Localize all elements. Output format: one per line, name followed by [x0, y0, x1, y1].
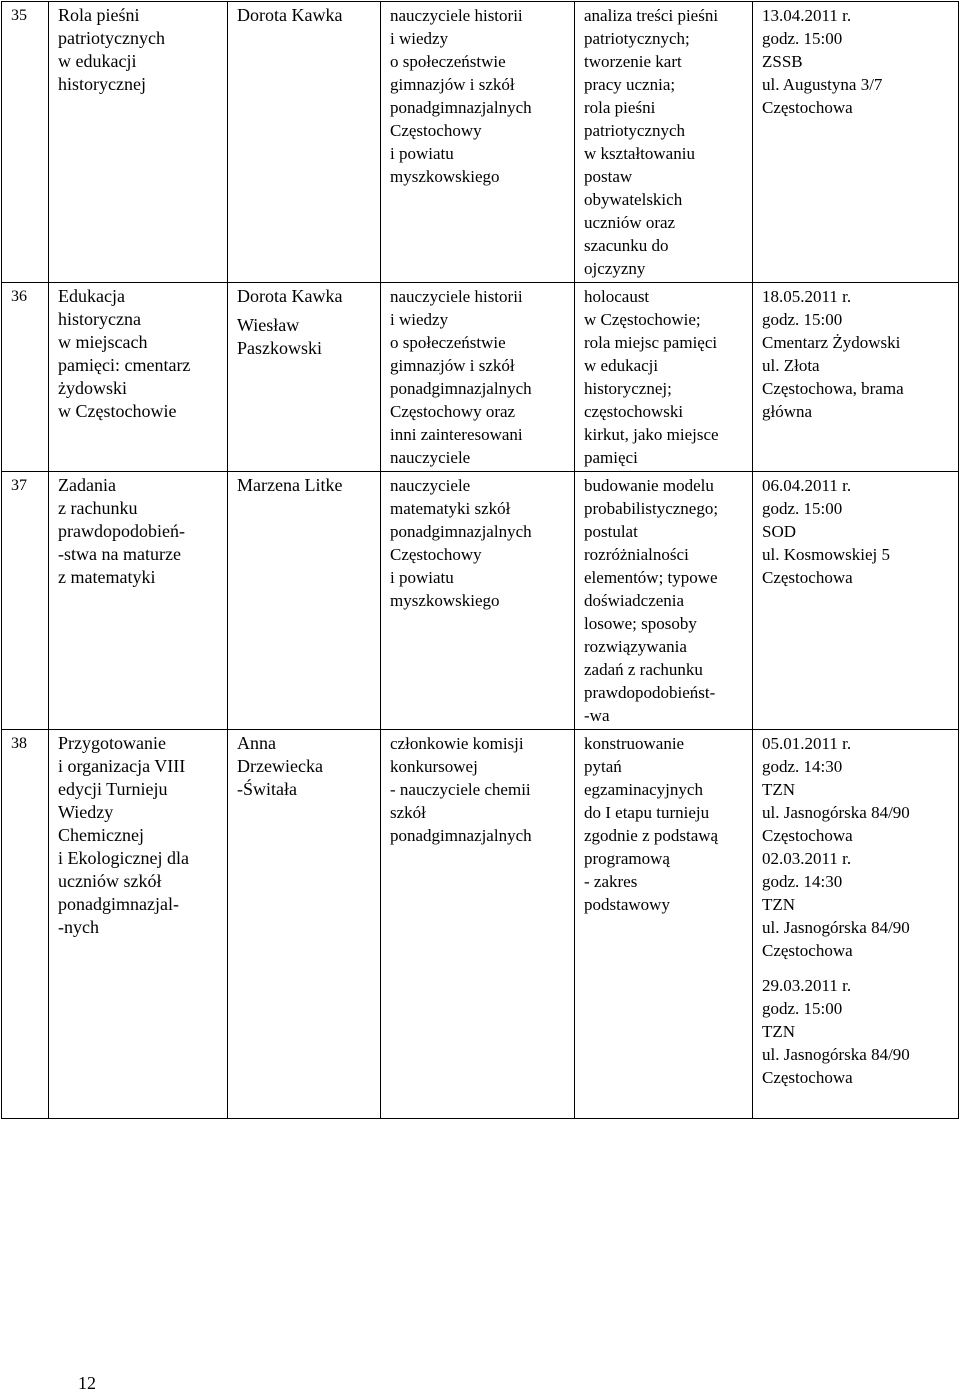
meeting-address: ul. Złota	[762, 356, 820, 375]
content-line: elementów; typowe	[584, 568, 718, 587]
content-line: ojczyzny	[584, 259, 646, 278]
audience-line: ponadgimnazjalnych	[390, 98, 532, 117]
meeting-date: 29.03.2011 r.	[762, 976, 852, 995]
audience-line: myszkowskiego	[390, 591, 500, 610]
audience-line: ponadgimnazjalnych	[390, 379, 532, 398]
leader-name: Marzena Litke	[237, 475, 343, 495]
entry-spacer	[762, 962, 952, 974]
audience-line: - nauczyciele chemii	[390, 780, 531, 799]
meeting-city: Częstochowa	[762, 1068, 853, 1087]
content-line: do I etapu turnieju	[584, 803, 710, 822]
content-line: postulat	[584, 522, 638, 541]
content-line: w edukacji	[584, 356, 659, 375]
meeting-venue: Cmentarz Żydowski	[762, 333, 901, 352]
topic-line: prawdopodobień-	[58, 521, 185, 541]
topic-line: ponadgimnazjal-	[58, 894, 179, 914]
topic-line: Zadania	[58, 475, 116, 495]
content-line: pytań	[584, 757, 622, 776]
audience-cell	[381, 472, 575, 730]
content-line: postaw	[584, 167, 633, 186]
content-line: uczniów oraz	[584, 213, 676, 232]
meeting-time: godz. 14:30	[762, 872, 843, 891]
meeting-time: godz. 15:00	[762, 999, 843, 1018]
topic-line: Chemicznej	[58, 825, 144, 845]
leader-name: Anna	[237, 733, 276, 753]
content-line: analiza treści pieśni	[584, 6, 719, 25]
content-line: programową	[584, 849, 670, 868]
audience-line: nauczyciele	[390, 476, 471, 495]
meeting-time: godz. 14:30	[762, 757, 843, 776]
leader-cell	[228, 730, 381, 1119]
audience-line: inni zainteresowani	[390, 425, 523, 444]
date-place-cell	[753, 730, 959, 1119]
content-line: kirkut, jako miejsce	[584, 425, 719, 444]
meeting-time: godz. 15:00	[762, 310, 843, 329]
topic-line: edycji Turnieju	[58, 779, 168, 799]
topic-line: Przygotowanie	[58, 733, 166, 753]
content-line: prawdopodobieńst-	[584, 683, 716, 702]
meeting-venue: TZN	[762, 1022, 796, 1041]
content-line: rozróżnialności	[584, 545, 689, 564]
topic-cell	[49, 283, 228, 472]
topic-line: i organizacja VIII	[58, 756, 186, 776]
content-line: w kształtowaniu	[584, 144, 695, 163]
topic-cell	[49, 730, 228, 1119]
meeting-date: 05.01.2011 r.	[762, 734, 852, 753]
audience-line: nauczyciele historii	[390, 287, 523, 306]
date-place-cell	[753, 472, 959, 730]
audience-line: ponadgimnazjalnych	[390, 826, 532, 845]
audience-line: i powiatu	[390, 144, 454, 163]
meeting-city: Częstochowa	[762, 826, 853, 845]
date-place-cell	[753, 2, 959, 283]
topic-cell	[49, 2, 228, 283]
audience-line: o społeczeństwie	[390, 333, 506, 352]
audience-line: nauczyciele historii	[390, 6, 523, 25]
content-line: szacunku do	[584, 236, 669, 255]
content-line: pamięci	[584, 448, 638, 467]
content-line: pracy ucznia;	[584, 75, 676, 94]
audience-line: matematyki szkół	[390, 499, 511, 518]
content-line: historycznej;	[584, 379, 672, 398]
topic-line: w miejscach	[58, 332, 148, 352]
topic-line: historycznej	[58, 74, 146, 94]
content-cell	[575, 472, 753, 730]
audience-line: i powiatu	[390, 568, 454, 587]
meeting-date: 02.03.2011 r.	[762, 849, 852, 868]
table-row	[2, 283, 959, 472]
table-row	[2, 730, 959, 1119]
content-line: - zakres	[584, 872, 638, 891]
topic-line: Rola pieśni	[58, 5, 140, 25]
audience-line: i wiedzy	[390, 310, 449, 329]
content-cell	[575, 2, 753, 283]
meeting-city: Częstochowa	[762, 568, 853, 587]
leader-name: Dorota Kawka	[237, 286, 343, 306]
topic-line: w Częstochowie	[58, 401, 177, 421]
content-line: patriotycznych;	[584, 29, 690, 48]
content-line: zgodnie z podstawą	[584, 826, 719, 845]
audience-line: myszkowskiego	[390, 167, 500, 186]
content-line: w Częstochowie;	[584, 310, 701, 329]
content-line: podstawowy	[584, 895, 670, 914]
date-place-cell	[753, 283, 959, 472]
content-line: rozwiązywania	[584, 637, 687, 656]
audience-line: ponadgimnazjalnych	[390, 522, 532, 541]
topic-line: Edukacja	[58, 286, 125, 306]
content-line: częstochowski	[584, 402, 684, 421]
table-row	[2, 472, 959, 730]
topic-line: Wiedzy	[58, 802, 114, 822]
meeting-date: 06.04.2011 r.	[762, 476, 852, 495]
meeting-venue: TZN	[762, 895, 796, 914]
audience-line: gimnazjów i szkół	[390, 75, 515, 94]
content-line: zadań z rachunku	[584, 660, 703, 679]
meeting-address: ul. Jasnogórska 84/90	[762, 803, 910, 822]
audience-line: o społeczeństwie	[390, 52, 506, 71]
page-number: 12	[78, 1373, 96, 1393]
topic-line: patriotycznych	[58, 28, 165, 48]
topic-line: historyczna	[58, 309, 141, 329]
audience-line: gimnazjów i szkół	[390, 356, 515, 375]
row-number: 36	[2, 283, 49, 472]
meeting-city: Częstochowa, brama	[762, 379, 904, 398]
audience-line: i wiedzy	[390, 29, 449, 48]
content-line: budowanie modelu	[584, 476, 714, 495]
meeting-time: godz. 15:00	[762, 499, 843, 518]
meeting-venue: ZSSB	[762, 52, 803, 71]
content-line: rola pieśni	[584, 98, 656, 117]
audience-line: szkół	[390, 803, 426, 822]
audience-line: konkursowej	[390, 757, 478, 776]
content-line: probabilistycznego;	[584, 499, 719, 518]
topic-line: -stwa na maturze	[58, 544, 181, 564]
content-line: doświadczenia	[584, 591, 685, 610]
meeting-time: godz. 15:00	[762, 29, 843, 48]
topic-line: żydowski	[58, 378, 127, 398]
meeting-address: ul. Jasnogórska 84/90	[762, 1045, 910, 1064]
leader-name: -Świtała	[237, 779, 297, 799]
content-line: tworzenie kart	[584, 52, 682, 71]
topic-line: -nych	[58, 917, 99, 937]
content-line: obywatelskich	[584, 190, 683, 209]
audience-line: Częstochowy oraz	[390, 402, 516, 421]
topic-line: z rachunku	[58, 498, 138, 518]
content-line: losowe; sposoby	[584, 614, 697, 633]
content-cell	[575, 730, 753, 1119]
table-row	[2, 2, 959, 283]
audience-line: nauczyciele	[390, 448, 471, 467]
row-number: 37	[2, 472, 49, 730]
topic-line: w edukacji	[58, 51, 137, 71]
training-schedule-table	[1, 1, 959, 1119]
audience-line: Częstochowy	[390, 121, 482, 140]
audience-line: Częstochowy	[390, 545, 482, 564]
topic-line: uczniów szkół	[58, 871, 162, 891]
content-line: egzaminacyjnych	[584, 780, 703, 799]
content-line: -wa	[584, 706, 610, 725]
topic-line: i Ekologicznej dla	[58, 848, 189, 868]
leader-entry	[237, 314, 374, 360]
meeting-city: Częstochowa	[762, 98, 853, 117]
leader-name: Drzewiecka	[237, 756, 323, 776]
leader-cell	[228, 2, 381, 283]
leader-name: Dorota Kawka	[237, 5, 343, 25]
meeting-date: 18.05.2011 r.	[762, 287, 852, 306]
meeting-date: 13.04.2011 r.	[762, 6, 852, 25]
audience-line: członkowie komisji	[390, 734, 524, 753]
content-line: patriotycznych	[584, 121, 686, 140]
leader-name: Wiesław	[237, 315, 300, 335]
row-number: 35	[2, 2, 49, 283]
leader-entry	[237, 285, 374, 308]
leader-name: Paszkowski	[237, 338, 322, 358]
leader-cell	[228, 472, 381, 730]
content-line: rola miejsc pamięci	[584, 333, 718, 352]
meeting-city: Częstochowa	[762, 941, 853, 960]
audience-cell	[381, 730, 575, 1119]
topic-cell	[49, 472, 228, 730]
leader-cell	[228, 283, 381, 472]
meeting-venue: SOD	[762, 522, 797, 541]
meeting-city: główna	[762, 402, 813, 421]
topic-line: pamięci: cmentarz	[58, 355, 191, 375]
audience-cell	[381, 2, 575, 283]
content-line: holocaust	[584, 287, 650, 306]
topic-line: z matematyki	[58, 567, 156, 587]
meeting-venue: TZN	[762, 780, 796, 799]
meeting-address: ul. Kosmowskiej 5	[762, 545, 890, 564]
content-cell	[575, 283, 753, 472]
content-line: konstruowanie	[584, 734, 685, 753]
meeting-address: ul. Augustyna 3/7	[762, 75, 883, 94]
audience-cell	[381, 283, 575, 472]
meeting-address: ul. Jasnogórska 84/90	[762, 918, 910, 937]
row-number: 38	[2, 730, 49, 1119]
